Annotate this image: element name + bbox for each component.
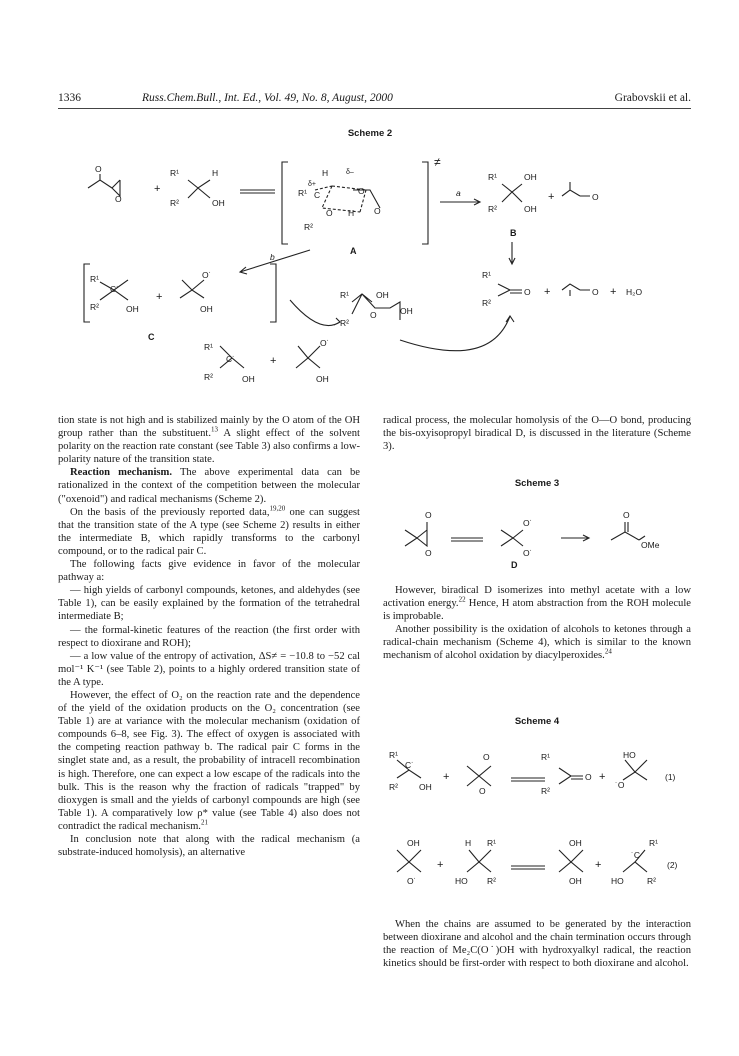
svg-text:R¹: R¹	[298, 188, 307, 198]
svg-text:O˙: O˙	[320, 338, 330, 348]
journal-citation: Russ.Chem.Bull., Int. Ed., Vol. 49, No. 8, August, 2000	[142, 92, 393, 104]
svg-text:R²: R²	[204, 372, 213, 382]
svg-text:+: +	[610, 286, 617, 298]
svg-text:O: O	[592, 287, 599, 297]
svg-text:˙O: ˙O	[615, 780, 625, 790]
svg-text:C: C	[314, 190, 321, 200]
svg-text:OMe: OMe	[641, 540, 660, 550]
svg-text:HO: HO	[455, 876, 468, 886]
svg-text:O: O	[623, 510, 630, 520]
svg-text:HO: HO	[623, 750, 636, 760]
svg-text:R¹: R¹	[389, 750, 398, 760]
svg-text:A: A	[350, 246, 357, 256]
svg-text:R²: R²	[304, 222, 313, 232]
svg-text:(2): (2)	[667, 860, 678, 870]
svg-text:+: +	[154, 183, 161, 195]
svg-text:O: O	[479, 786, 486, 796]
svg-text:δ–: δ–	[346, 169, 354, 176]
svg-text:R¹: R¹	[488, 172, 497, 182]
svg-text:+: +	[156, 291, 163, 303]
svg-text:OH: OH	[524, 172, 537, 182]
svg-text:˙C: ˙C	[631, 850, 640, 860]
scheme-2-diagram	[70, 150, 670, 400]
svg-text:OH: OH	[200, 304, 213, 314]
svg-text:O: O	[483, 752, 490, 762]
svg-text:D: D	[511, 560, 518, 570]
svg-text:R¹: R¹	[649, 838, 658, 848]
svg-text:C˙: C˙	[405, 760, 414, 770]
svg-text:δ+: δ+	[308, 181, 316, 188]
svg-text:R²: R²	[487, 876, 496, 886]
svg-text:O: O	[524, 287, 531, 297]
svg-text:O: O	[425, 548, 432, 558]
svg-text:OH: OH	[376, 290, 389, 300]
scheme-2-title: Scheme 2	[347, 128, 393, 139]
scheme-3-diagram	[383, 500, 691, 572]
right-column-bottom: When the chains are assumed to be generated by the interaction between dioxirane and alcohol and the chain termination occurs through the reaction of Me₂C(O˙)OH with hydroxyalkyl radical, the reaction kinetics should be first-order with respect to both dioxirane and alcohol.	[383, 919, 691, 970]
svg-text:R²: R²	[488, 204, 497, 214]
svg-text:O: O	[592, 192, 599, 202]
svg-text:OH: OH	[212, 198, 225, 208]
header-rule	[58, 108, 691, 109]
svg-text:O: O	[370, 310, 377, 320]
svg-text:OH: OH	[400, 306, 413, 316]
svg-text:+: +	[548, 191, 555, 203]
svg-text:OH: OH	[524, 204, 537, 214]
svg-text:R¹: R¹	[170, 168, 179, 178]
svg-text:R¹: R¹	[340, 290, 349, 300]
svg-text:R²: R²	[647, 876, 656, 886]
svg-text:H: H	[348, 208, 355, 218]
svg-text:O˙: O˙	[523, 518, 533, 528]
svg-text:R¹: R¹	[541, 752, 550, 762]
svg-text:R¹: R¹	[90, 274, 99, 284]
svg-text:O: O	[585, 772, 592, 782]
svg-text:+: +	[270, 355, 277, 367]
svg-text:+: +	[544, 286, 551, 298]
svg-text:B: B	[510, 228, 517, 238]
authors: Grabovskii et al.	[614, 92, 691, 104]
svg-text:OH: OH	[316, 374, 329, 384]
svg-text:R²: R²	[90, 302, 99, 312]
svg-text:HO: HO	[611, 876, 624, 886]
right-column-top: radical process, the molecular homolysis of the O—O bond, producing the bis-oxyisopropyl biradical D, is discussed in the literature (Scheme 3).	[383, 415, 691, 453]
svg-text:+: +	[599, 771, 606, 783]
svg-text:C: C	[148, 332, 155, 342]
left-column: tion state is not high and is stabilized mainly by the O atom of the OH group rather than the substituent.$^{13}$ A slight effect of the solvent polarity on the reaction rate constant (see Table 3) also confirms a low-polarity nature of the transition state. Reaction mechanism. The above experimental data can be rationalized in the context of the competition between the molecular ("oxenoid") and radical mechanisms (Scheme 2). On the basis of the previously reported data,$^{19,20}$ one can suggest that the transition state of the A type (see Scheme 2) results in either the intermediate B, which rapidly transforms to the carbonyl compound, or to the radical pair C. The following facts give evidence in favor of the molecular pathway a: — high yields of carbonyl compounds, ketones, and aldehydes (see Table 1), can be easily explained by the formation of the tetrahedral intermediate B; — the formal-kinetic features of the reaction (the first order with respect to dioxirane and ROH); — a low value of the entropy of activation, ΔS≠ = −10.8 to −52 cal mol⁻¹ K⁻¹ (see Table 2), points to a highly ordered transition state of the A type. However, the effect of O₂ on the reaction rate and the dependence of the yield of the oxidation products on the O₂ concentration (see Table 1) are at variance with the molecular mechanism (oxidation of compounds 6–8, see Fig. 3). The effect of oxygen is associated with the competing reaction pathway b. The radical pair C forms in the singlet state and, as a result, the probability of intracell recombination is high. Therefore, one can expect a low escape of the radicals into the bulk. This is the reason why the fraction of radicals "trapped" by dioxygen is small and the yields of carbonyl compounds are high (see Table 1). A comparatively low ρ* value (see Table 4) also does not contradict the radical mechanism.$^{21}$ In conclusion note that along with the radical mechanism (a substrate-induced homolysis), an alternative	[58, 415, 360, 859]
page-number: 1336	[58, 92, 81, 104]
svg-text:C˙: C˙	[110, 284, 119, 294]
svg-text:R²: R²	[340, 318, 349, 328]
svg-text:O˙: O˙	[407, 876, 417, 886]
svg-text:O˙: O˙	[523, 548, 533, 558]
svg-text:R²: R²	[389, 782, 398, 792]
svg-text:R¹: R¹	[204, 342, 213, 352]
svg-text:C˙: C˙	[226, 354, 235, 364]
scheme-4-diagram	[383, 738, 691, 918]
svg-text:b: b	[270, 252, 275, 262]
svg-text:OH: OH	[407, 838, 420, 848]
svg-text:OH: OH	[242, 374, 255, 384]
svg-text:(1): (1)	[665, 772, 676, 782]
svg-text:R¹: R¹	[487, 838, 496, 848]
svg-text:OH: OH	[419, 782, 432, 792]
svg-text:a: a	[456, 188, 461, 198]
svg-text:O: O	[374, 206, 381, 216]
svg-text:H: H	[322, 168, 329, 178]
svg-text:H: H	[212, 168, 219, 178]
svg-text:R²: R²	[541, 786, 550, 796]
svg-text:O: O	[115, 194, 122, 204]
svg-text:+: +	[437, 859, 444, 871]
svg-text:O: O	[326, 208, 333, 218]
scheme-4-title: Scheme 4	[514, 716, 560, 727]
svg-text:≠: ≠	[434, 155, 441, 169]
svg-text:O: O	[95, 164, 102, 174]
svg-text:O˙: O˙	[202, 270, 212, 280]
svg-text:+: +	[595, 859, 602, 871]
svg-text:O: O	[425, 510, 432, 520]
svg-text:R¹: R¹	[482, 270, 491, 280]
right-column-middle: However, biradical D isomerizes into methyl acetate with a low activation energy.$^{22}$ Hence, H atom abstraction from the ROH molecule is improbable. Another possibility is the oxidation of alcohols to ketones through a radical-chain mechanism (Scheme 4), which is similar to the known mechanism of alcohol oxidation by diacylperoxides.$^{24}$	[383, 585, 691, 662]
svg-text:OH: OH	[126, 304, 139, 314]
svg-text:H: H	[465, 838, 472, 848]
svg-text:R²: R²	[482, 298, 491, 308]
scheme-3-title: Scheme 3	[514, 478, 560, 489]
svg-text:OH: OH	[569, 838, 582, 848]
svg-text:H₂O: H₂O	[626, 287, 643, 297]
svg-text:+: +	[443, 771, 450, 783]
svg-text:OH: OH	[569, 876, 582, 886]
svg-text:R²: R²	[170, 198, 179, 208]
svg-text:O: O	[358, 186, 365, 196]
